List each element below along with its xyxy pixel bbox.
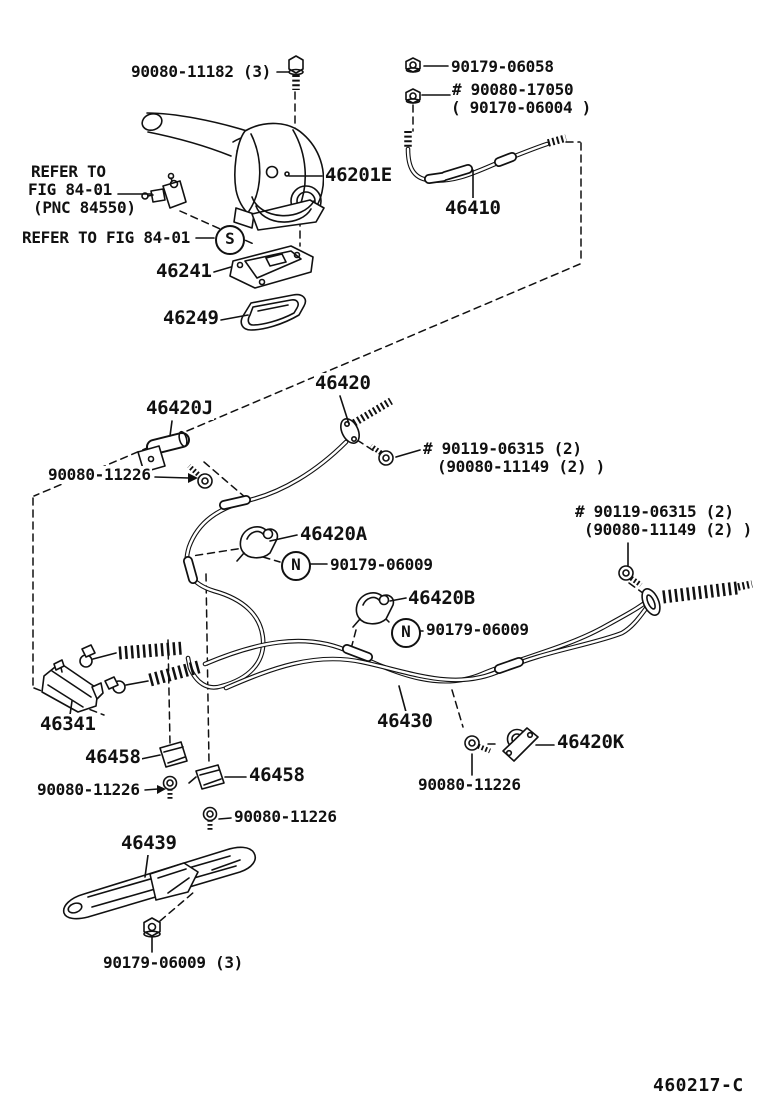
bolt-icon	[164, 777, 177, 790]
bolt-icon	[619, 566, 633, 580]
callout-90179-06058: 90179-06058	[451, 57, 554, 76]
clamp-art	[138, 431, 538, 789]
callout-90080-11149-2: (90080-11149 (2) )	[584, 520, 752, 539]
callout-90179-06009-1: 90179-06009	[330, 555, 433, 574]
callout-46420J: 46420J	[146, 397, 213, 419]
callout-46420: 46420	[315, 372, 371, 394]
callout-46241: 46241	[156, 260, 212, 282]
bolt-icon	[204, 808, 217, 821]
switch-part-art	[142, 174, 186, 209]
bracket-46241-art	[230, 246, 313, 288]
symbol-n-1: N	[281, 551, 311, 581]
callout-46439: 46439	[121, 832, 177, 854]
symbol-n-2: N	[391, 618, 421, 648]
refer-fig-note: REFER TO FIG 84-01	[22, 228, 190, 247]
callout-46420K: 46420K	[557, 731, 624, 753]
callout-90080-11182: 90080-11182 (3)	[131, 62, 271, 81]
fastener-art	[144, 56, 641, 937]
callout-46201E: 46201E	[325, 164, 392, 186]
callout-90119-06315-2: # 90119-06315 (2)	[575, 502, 734, 521]
bolt-icon	[465, 736, 479, 750]
callout-90080-11226-1: 90080-11226	[48, 465, 151, 484]
callout-90179-06009-3: 90179-06009 (3)	[103, 953, 243, 972]
nut-icon	[406, 58, 420, 72]
bolt-icon	[198, 474, 212, 488]
callout-46458-1: 46458	[85, 746, 141, 768]
callout-90179-06009-2: 90179-06009	[426, 620, 529, 639]
bracket-46341-art	[42, 660, 103, 712]
refer-note-line1: REFER TO	[31, 162, 106, 181]
callout-90080-11226-2: 90080-11226	[37, 780, 140, 799]
callout-46458-2: 46458	[249, 764, 305, 786]
pad-46249-art	[241, 295, 305, 330]
symbol-s: S	[215, 225, 245, 255]
callout-90080-17050: # 90080-17050	[452, 80, 574, 99]
callout-90080-11226-4: 90080-11226	[418, 775, 521, 794]
figure-code: 460217-C	[653, 1075, 744, 1096]
callout-90170-06004: ( 90170-06004 )	[451, 98, 591, 117]
callout-46410: 46410	[445, 197, 501, 219]
callout-90119-06315-1: # 90119-06315 (2)	[423, 439, 582, 458]
callout-90080-11226-3: 90080-11226	[234, 807, 337, 826]
bolt-icon	[379, 451, 393, 465]
plate-46439-art	[64, 847, 256, 918]
callout-46420B: 46420B	[408, 587, 475, 609]
refer-note-line2: FIG 84-01	[28, 180, 112, 199]
callout-46249: 46249	[163, 307, 219, 329]
callout-46341: 46341	[40, 713, 96, 735]
nut-icon	[406, 89, 420, 103]
callout-46420A: 46420A	[300, 523, 367, 545]
callout-46430: 46430	[377, 710, 433, 732]
nut-icon	[144, 918, 160, 936]
callout-90080-11149-1: (90080-11149 (2) )	[437, 457, 605, 476]
lever-art	[140, 111, 324, 230]
refer-note-line3: (PNC 84550)	[33, 198, 136, 217]
